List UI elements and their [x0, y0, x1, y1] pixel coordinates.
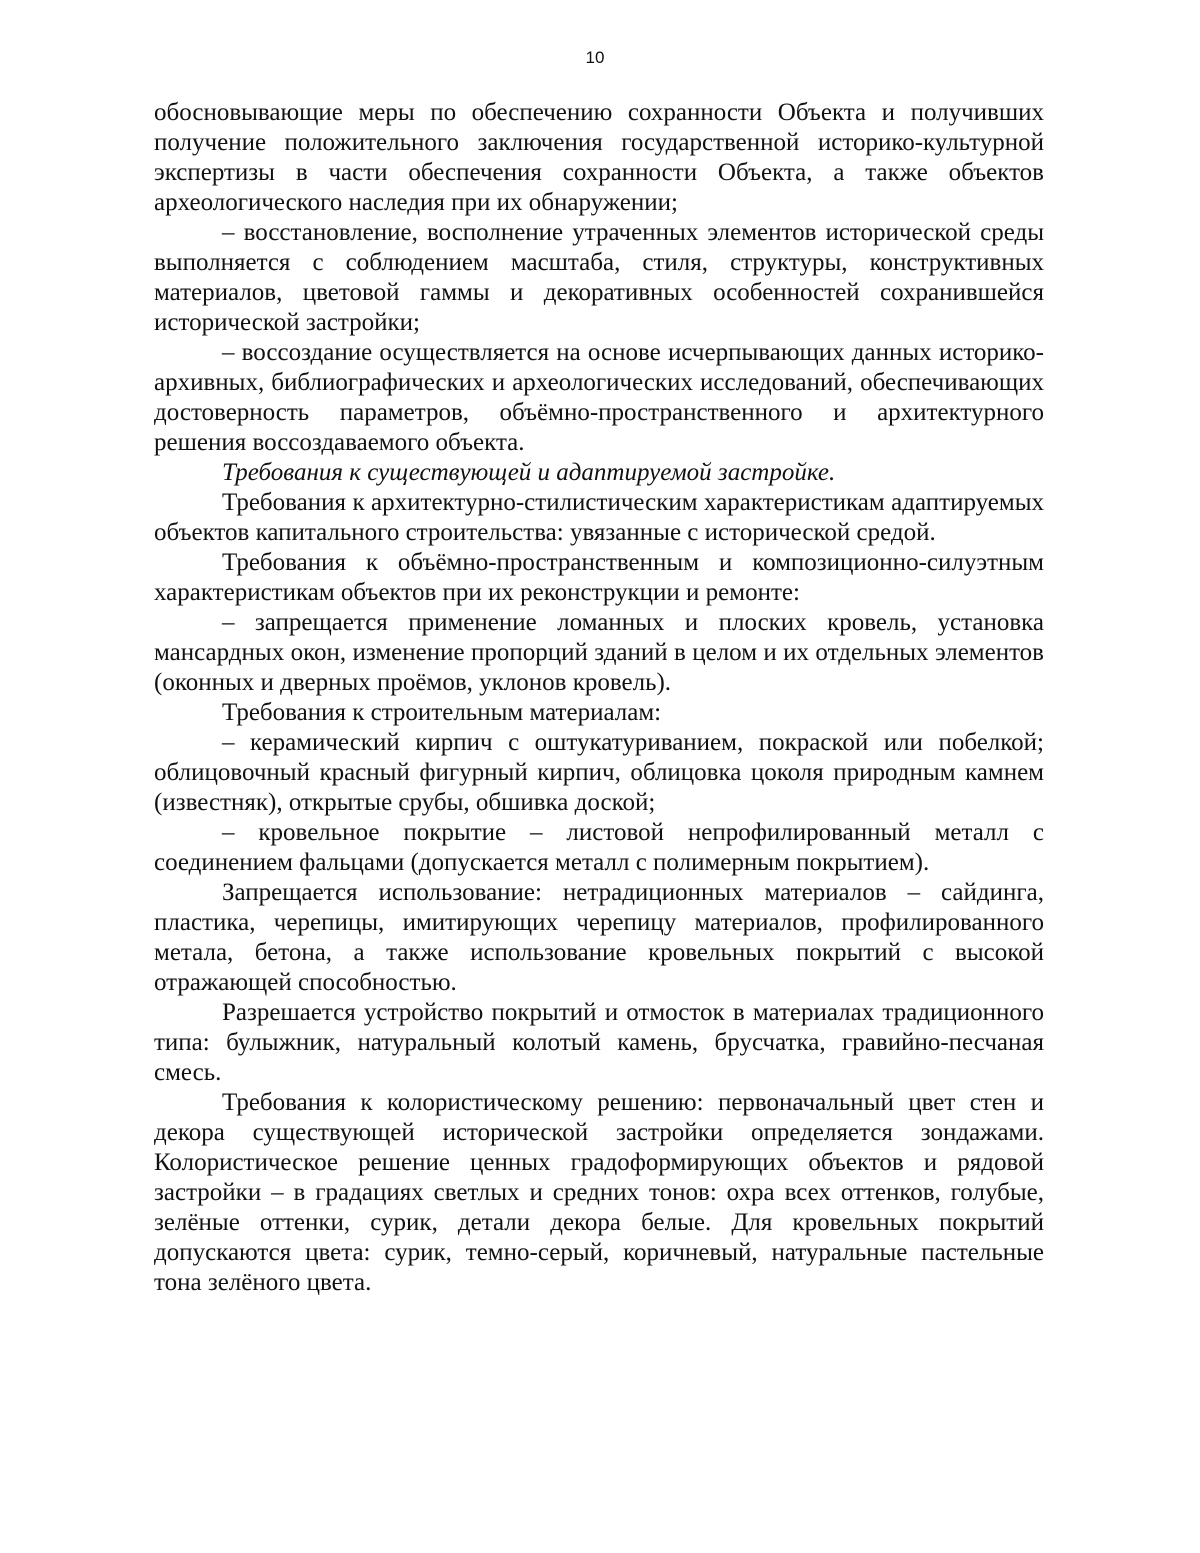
page-number: 10 [585, 48, 605, 67]
paragraph-architectural-requirements: Требования к архитектурно-стилистическим характеристикам адаптируемых объектов капитального строительства: увязанные с исторической средой. [154, 489, 1044, 546]
paragraph-volumetric-requirements: Требования к объёмно-пространственным и композиционно-силуэтным характеристикам объектов при их реконструкции и ремонте: [154, 549, 1044, 606]
paragraph-prohibited-materials: Запрещается использование: нетрадиционных материалов – сайдинга, пластика, черепицы, имитирующих черепицу материалов, профилированного метала, бетона, а также использование кровельных покрытий с высокой отражающей способностью. [154, 879, 1044, 996]
paragraph-permitted-paving: Разрешается устройство покрытий и отмосток в материалах традиционного типа: булыжник, натуральный колотый камень, брусчатка, гравийно-песчаная смесь. [154, 999, 1044, 1086]
paragraph-roof-covering: – кровельное покрытие – листовой непрофилированный металл с соединением фальцами (допускается металл с полимерным покрытием). [154, 819, 1044, 876]
paragraph-brick-materials: – керамический кирпич с оштукатуриванием, покраской или побелкой; облицовочный красный фигурный кирпич, облицовка цоколя природным камнем (известняк), открытые срубы, обшивка доской; [154, 729, 1044, 816]
paragraph-preservation-measures: обосновывающие меры по обеспечению сохранности Объекта и получивших получение положительного заключения государственной историко-культурной экспертизы в части обеспечения сохранности Объекта, а также объектов археологического наследия при их обнаружении; [154, 99, 1044, 216]
paragraph-color-requirements: Требования к колористическому решению: первоначальный цвет стен и декора существующей исторической застройки определяется зондажами. Колористическое решение ценных градоформирующих объектов и рядовой застройки – в градациях светлых и средних тонов: охра всех оттенков, голубые, зелёные оттенки, сурик, детали декора белые. Для кровельных покрытий допускаются цвета: сурик, темно-серый, коричневый, натуральные пастельные тона зелёного цвета. [154, 1089, 1044, 1296]
paragraph-restoration: – восстановление, восполнение утраченных элементов исторической среды выполняется с соблюдением масштаба, стиля, структуры, конструктивных материалов, цветовой гаммы и декоративных особенностей сохранившейся исторической застройки; [154, 219, 1044, 336]
paragraph-roof-prohibition: – запрещается применение ломанных и плоских кровель, установка мансардных окон, изменение пропорций зданий в целом и их отдельных элементов (оконных и дверных проёмов, уклонов кровель). [154, 609, 1044, 696]
paragraph-recreation: – воссоздание осуществляется на основе исчерпывающих данных историко-архивных, библиографических и археологических исследований, обеспечивающих достоверность параметров, объёмно-пространственного и архитектурного решения воссоздаваемого объекта. [154, 339, 1044, 456]
paragraph-materials-heading: Требования к строительным материалам: [222, 699, 662, 726]
section-heading-existing-development: Требования к существующей и адаптируемой застройке. [222, 459, 836, 486]
document-body [154, 98, 1044, 1298]
